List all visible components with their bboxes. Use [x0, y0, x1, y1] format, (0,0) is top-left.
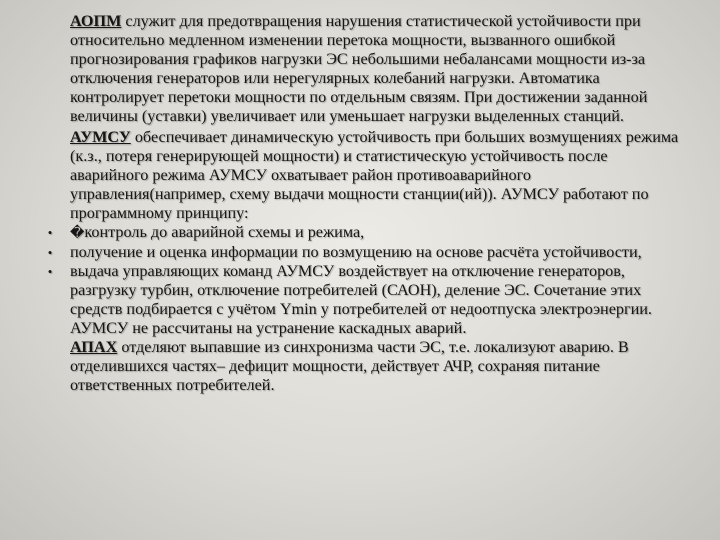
replacement-char-icon: �	[70, 225, 85, 241]
paragraph-apah-text: отделяют выпавшие из синхронизма части ЭС, т.е. локализуют аварию. В отделившихся частях– дефицит мощности, действует АЧР, сохраняя питание ответственных потребителей.	[70, 338, 629, 394]
term-aopm: АОПМ	[70, 12, 122, 30]
bullet-text: выдача управляющих команд АУМСУ воздействует на отключение генераторов, разгрузку турбин, отключение потребителей (САОН), деление ЭС. Сочетание этих средств подбирается с учётом Ymin у потребителей от недоотпуска электроэнергии. АУМСУ не рассчитаны на устранение каскадных аварий.	[70, 262, 652, 337]
bullet-icon: •	[47, 225, 53, 240]
slide-body	[44, 12, 686, 395]
bullet-text: получение и оценка информации по возмущению на основе расчёта устойчивости,	[70, 243, 642, 261]
list-item	[44, 262, 686, 338]
paragraph-aumsu-text: обеспечивает динамическую устойчивость при больших возмущениях режима (к.з., потеря генерирующей мощности) и статистическую устойчивость после аварийного режима АУМСУ охватывает район противоаварийного управления(например, схему выдачи мощности станции(ий)). АУМСУ работают по программному принципу:	[70, 128, 679, 222]
list-item	[44, 243, 686, 262]
bullet-icon: •	[47, 264, 53, 279]
paragraph-aopm-text: служит для предотвращения нарушения статистической устойчивости при относительно медленном изменении перетока мощности, вызванного ошибкой прогнозирования графиков нагрузки ЭС небольшими небалансами мощности из-за отключения генераторов или нерегулярных колебаний нагрузки. Автоматика контролирует перетоки мощности по отдельным связям. При достижении заданной величины (уставки) увеличивает или уменьшает нагрузки выделенных станций.	[70, 12, 648, 125]
paragraph-apah	[44, 338, 686, 395]
list-item	[44, 223, 686, 243]
bullet-icon: •	[47, 245, 53, 260]
term-apah: АПАХ	[70, 338, 118, 356]
bullet-text: контроль до аварийной схемы и режима,	[84, 223, 365, 241]
paragraph-aopm	[44, 12, 686, 126]
bullet-list	[44, 223, 686, 338]
term-aumsu: АУМСУ	[70, 128, 131, 146]
paragraph-aumsu	[44, 128, 686, 223]
